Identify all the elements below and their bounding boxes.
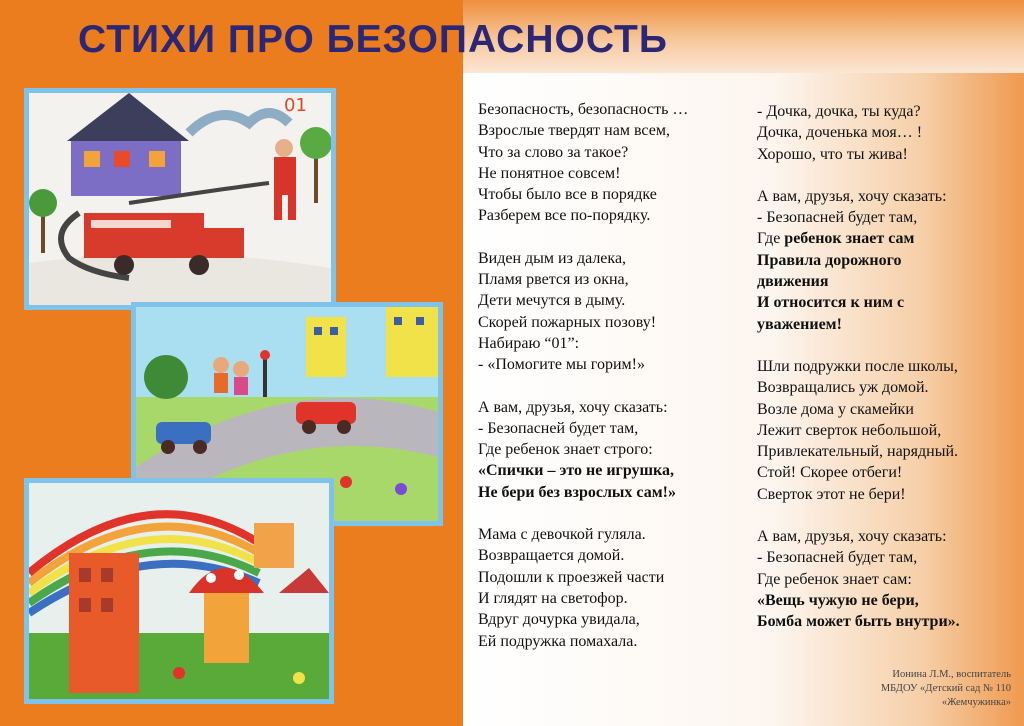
poem-line: А вам, друзья, хочу сказать: xyxy=(757,528,947,546)
poem-line: Лежит сверток небольшой, xyxy=(757,421,942,439)
poem-line: Ей подружка помахала. xyxy=(478,632,638,650)
page-title: СТИХИ ПРО БЕЗОПАСНОСТЬ xyxy=(78,18,668,61)
poem-line: Подошли к проезжей части xyxy=(478,568,665,586)
stanza-break xyxy=(757,165,960,186)
author-line: Ионина Л.М., воспитатель xyxy=(892,669,1011,680)
drawing-house-scene xyxy=(24,478,334,704)
poem-line: Не бери без взрослых сам!» xyxy=(478,483,676,501)
poem-line: Где ребенок знает сам: xyxy=(757,570,912,588)
poem-line: уважением! xyxy=(757,315,842,333)
poem-line: Возвращается домой. xyxy=(478,547,625,565)
poem-line: А вам, друзья, хочу сказать: xyxy=(757,187,947,205)
poem-line: Чтобы было все в порядке xyxy=(478,186,657,204)
poem-line: Шли подружки после школы, xyxy=(757,357,958,375)
poem-line: И глядят на светофор. xyxy=(478,589,628,607)
poem-line: Возле дома у скамейки xyxy=(757,400,914,418)
poem-line: «Спички – это не игрушка, xyxy=(478,462,674,480)
poem-line-segment: Где xyxy=(757,230,785,248)
stanza-break xyxy=(757,505,960,526)
poem-line: - Дочка, дочка, ты куда? xyxy=(757,103,921,120)
poem-line: Мама с девочкой гуляла. xyxy=(478,526,646,544)
author-line: МБДОУ «Детский сад № 110 xyxy=(880,683,1011,694)
poem-line: Стой! Скорее отбеги! xyxy=(757,464,903,482)
poem-line: Взрослые твердят нам всем, xyxy=(478,122,670,140)
poem-line: Не понятное совсем! xyxy=(478,164,621,182)
poem-line: - Безопасней будет там, xyxy=(757,209,918,227)
drawing-caption-01: 01 xyxy=(284,95,307,116)
poem-line: И относится к ним с xyxy=(757,294,905,312)
poem-line: А вам, друзья, хочу сказать: xyxy=(478,398,668,416)
poem-line: - «Помогите мы горим!» xyxy=(478,356,645,374)
poem-line: Возвращались уж домой. xyxy=(757,379,929,397)
poem-line: Что за слово за такое? xyxy=(478,143,629,161)
poem-line: Хорошо, что ты жива! xyxy=(757,145,908,163)
stanza-break xyxy=(478,376,688,397)
poem-line: Разберем все по-порядку. xyxy=(478,207,651,225)
stanza-break xyxy=(478,503,688,524)
stanza-break xyxy=(478,227,688,248)
poem-column-right xyxy=(757,101,960,633)
poem-column-left xyxy=(478,99,688,652)
poem-line: - Безопасней будет там, xyxy=(757,549,918,567)
poem-line: Сверток этот не бери! xyxy=(757,485,906,503)
poem-line: Правила дорожного xyxy=(757,251,902,269)
poem-line: - Безопасней будет там, xyxy=(478,419,639,437)
stanza-break xyxy=(757,335,960,356)
poem-line: Набираю “01”: xyxy=(478,334,580,352)
drawing-fire-scene xyxy=(24,88,336,310)
poem-line: движения xyxy=(757,273,829,291)
poem-line: Дочка, доченька моя… ! xyxy=(757,124,923,142)
poem-line: Пламя рвется из окна, xyxy=(478,271,629,289)
poem-line xyxy=(757,228,960,249)
poem-line: Привлекательный, нарядный. xyxy=(757,443,959,461)
poem-line: Дети мечутся в дыму. xyxy=(478,292,626,310)
poem-line: Бомба может быть внутри». xyxy=(757,613,960,631)
poem-line: Где ребенок знает строго: xyxy=(478,441,653,459)
poem-line-segment: ребенок знает сам xyxy=(784,230,915,248)
poem-line: Виден дым из далека, xyxy=(478,249,627,267)
poem-line: «Вещь чужую не бери, xyxy=(757,591,919,609)
poem-line: Вдруг дочурка увидала, xyxy=(478,611,640,629)
poem-line: Скорей пожарных позову! xyxy=(478,313,657,331)
author-credit xyxy=(881,668,1011,710)
poem-line: Безопасность, безопасность … xyxy=(478,101,689,118)
author-line: «Жемчужинка» xyxy=(941,697,1011,708)
